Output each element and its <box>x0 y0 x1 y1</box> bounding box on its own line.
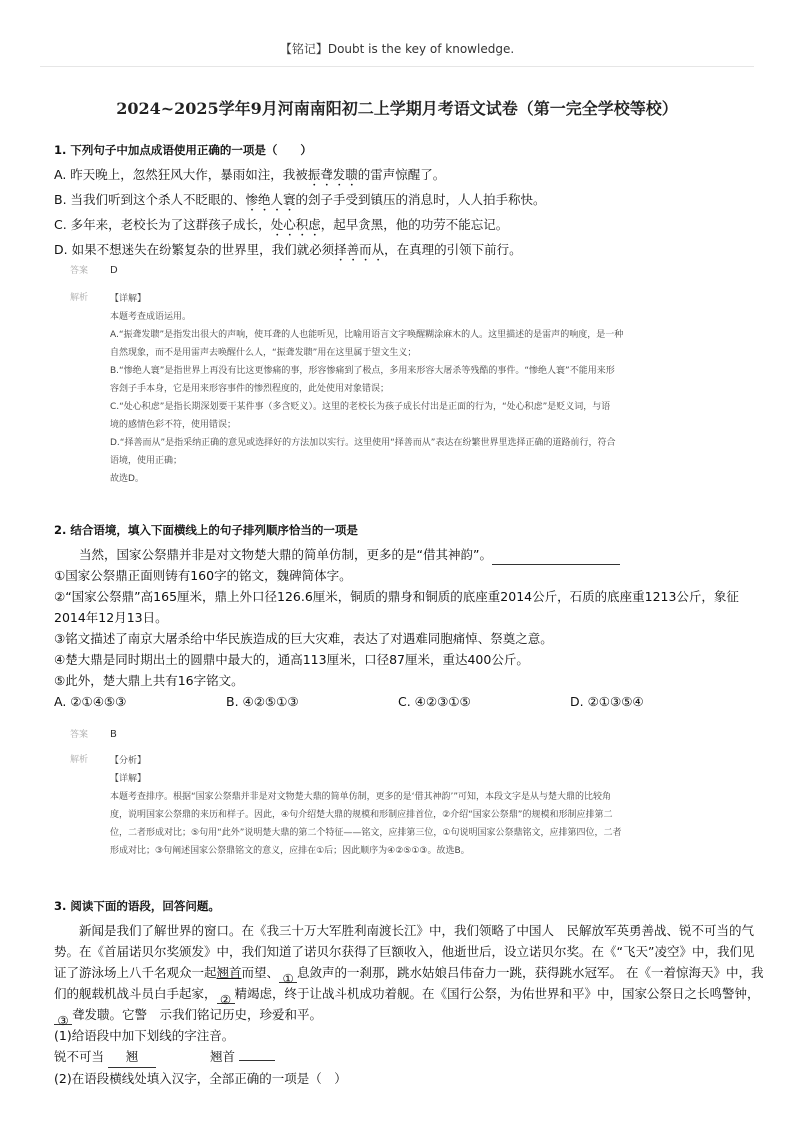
pinyin-blank-2[interactable] <box>239 1060 275 1061</box>
header-divider <box>40 66 754 67</box>
question-3-stem: 3. 阅读下面的语段，回答问题。 <box>54 899 220 913</box>
q1-analysis: 解析 【详解】 本题考查成语运用。 A.“振聋发聩”是指发出很大的声响，使耳聋的人也能听见，比喻用语言文字唤醒糊涂麻木的人。这里描述的是雷声的响度，是一种 自然现象，而不是用雷声去唤醒什么人，“振聋发聩”用在这里属于望文生义； B.“惨绝人寰”是指世界上再没有比这更惨痛的事，形容惨痛到了极点，多用来形容大屠杀等残酷的事件。“惨绝人寰”不能用来形 容刽子手本身，它是用来形容事件的惨烈程度的，此处使用对象错误； C.“处心积虑”是指长期深划要干某件事（多含贬义）。这里的老校长为孩子成长付出是正面的行为，“处心积虑”是贬义词，与语 境的感情色彩不符，使用错误； D.“择善而从”是指采纳正确的意见或选择好的方法加以实行。这里使用“择善而从”表达在纷繁世界里选择正确的道路前行，符合 语境，使用正确； 故选D。 <box>70 293 624 484</box>
q2-sentence-2-cont: 2014年12月13日。 <box>54 610 168 625</box>
question-2 <box>54 522 744 713</box>
q1-option-d: D. 如果不想迷失在纷繁复杂的世界里，我们就必须择善而从，在真理的引领下前行。 <box>54 242 522 257</box>
page-title: 2024~2025学年9月河南南阳初二上学期月考语文试卷（第一完全学校等校） <box>116 99 678 118</box>
q3-passage-line-5: ③ 聋发聩。它警 示我们铭记历史，珍爱和平。 <box>54 1004 744 1025</box>
q3-passage-line-3: 证了游泳场上八千名观众一起翘首而望、 ① 息敛声的一刹那，跳水姑娘吕伟奋力一跳，获得跳水冠军。 在《一着惊海天》中，我 <box>54 965 764 986</box>
q2-sentence-3: ③铭文描述了南京大屠杀给中华民族造成的巨大灾难，表达了对遇难同胞痛悼、祭奠之意。 <box>54 631 553 646</box>
q1-option-a: A. 昨天晚上，忽然狂风大作，暴雨如注，我被振聋发聩的雷声惊醒了。 <box>54 167 446 182</box>
pinyin-blank-1[interactable]: 翘 <box>108 1046 156 1068</box>
q2-options <box>54 691 744 713</box>
q2-intro: 当然，国家公祭鼎并非是对文物楚大鼎的简单仿制，更多的是“借其神韵”。 <box>54 544 744 565</box>
q2-option-b: B. ④②⑤①③ <box>226 694 299 709</box>
q1-answer: 答案 D <box>70 265 118 276</box>
q2-option-c: C. ④②③①⑤ <box>398 694 471 709</box>
question-1-stem: 1. 下列句子中加点成语使用正确的一项是（ ） <box>54 143 312 157</box>
motto: 【铭记】Doubt is the key of knowledge. <box>279 42 515 56</box>
q1-option-c: C. 多年来，老校长为了这群孩子成长，处心积虑，起早贪黑，他的功劳不能忘记。 <box>54 217 509 232</box>
question-1 <box>54 142 744 264</box>
q2-sentence-5: ⑤此外，楚大鼎上共有16字铭文。 <box>54 673 244 688</box>
q3-subquestion-1: (1)给语段中加下划线的字注音。 <box>54 1028 235 1043</box>
q3-subquestion-2: (2)在语段横线处填入汉字，全部正确的一项是（ ） <box>54 1071 347 1086</box>
q1-option-b: B. 当我们听到这个杀人不眨眼的、惨绝人寰的刽子手受到镇压的消息时，人人拍手称快。 <box>54 192 546 207</box>
question-3 <box>54 898 764 1089</box>
q3-pinyin-row: 锐不可当 翘 翘首 <box>54 1046 744 1068</box>
q3-passage-line-2: 势。在《首届诺贝尔奖颁发》中，我们知道了诺贝尔获得了巨额收入，他逝世后，设立诺贝尔奖。在《“飞天”凌空》中，我们见 <box>54 944 755 959</box>
q2-sentence-1: ①国家公祭鼎正面则铸有160字的铭文，魏碑简体字。 <box>54 568 352 583</box>
q2-answer-blank <box>492 550 620 565</box>
q2-option-d: D. ②①③⑤④ <box>570 694 644 709</box>
q2-sentence-4: ④楚大鼎是同时期出土的圆鼎中最大的，通高113厘米，口径87厘米，重达400公斤。 <box>54 652 529 667</box>
q3-passage-line-1: 新闻是我们了解世界的窗口。在《我三十万大军胜利南渡长江》中，我们领略了中国人 民解放军英勇善战、锐不可当的气 <box>79 923 755 938</box>
q2-answer: 答案 B <box>70 729 117 740</box>
q2-analysis: 解析 【分析】 【详解】 本题考查排序。根据“国家公祭鼎并非是对文物楚大鼎的简单仿制，更多的是‘借其神韵’”可知，本段文字是从与楚大鼎的比较角 度，说明国家公祭鼎的来历和样子。因此，④句介绍楚大鼎的规模和形制应排首位，②介绍“国家公祭鼎”的规模和形制应排第二 位，二者形成对比；⑤句用“此外”说明楚大鼎的第二个特征——铭文，应排第三位，①句说明国家公祭鼎铭文，应排第四位，二者 形成对比；③句阐述国家公祭鼎铭文的意义，应排在①后；因此顺序为④②⑤①③。故选B。 <box>70 755 622 856</box>
q2-option-a: A. ②①④⑤③ <box>54 694 127 709</box>
q2-sentence-2: ②“国家公祭鼎”高165厘米，鼎上外口径126.6厘米，铜质的鼎身和铜质的底座重2014公斤，石质的底座重1213公斤，象征 <box>54 589 739 604</box>
q3-passage-line-4: 们的舰载机战斗员白手起家， ② 精竭虑，终于让战斗机成功着舰。在《国行公祭，为佑世界和平》中，国家公祭日之长鸣警钟， <box>54 986 760 1007</box>
question-2-stem: 2. 结合语境，填入下面横线上的句子排列顺序恰当的一项是 <box>54 523 358 537</box>
